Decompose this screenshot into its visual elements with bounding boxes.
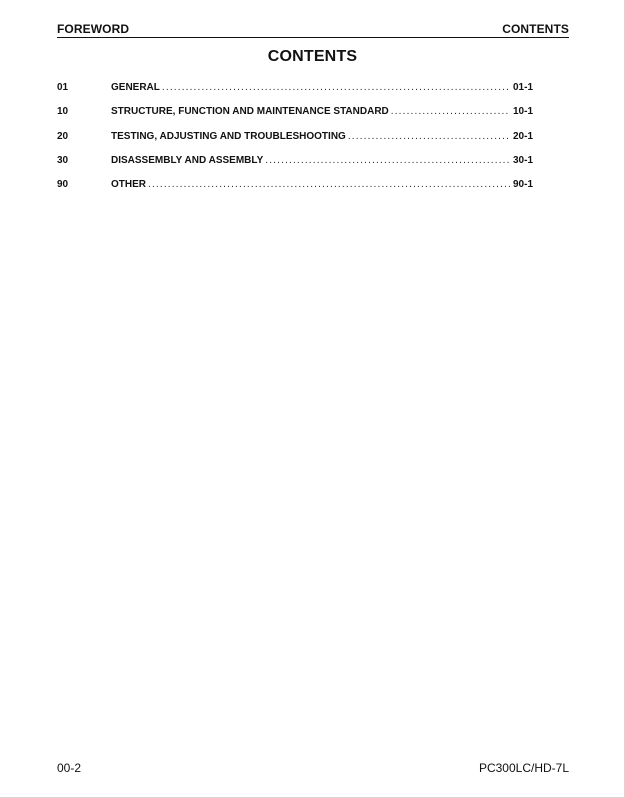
toc-section-label: OTHER: [111, 179, 146, 191]
header-chapter-title: CONTENTS: [502, 22, 569, 36]
toc-page-ref: 01-1: [512, 82, 533, 93]
toc-leader-dots: [348, 131, 510, 142]
page-header: [57, 21, 569, 38]
toc-section-number: 30: [57, 154, 69, 166]
toc-leader-dots: [148, 179, 510, 190]
toc-row[interactable]: [57, 82, 533, 106]
toc-entry: [111, 82, 533, 93]
toc-row[interactable]: [57, 179, 533, 203]
toc-section-label: STRUCTURE, FUNCTION AND MAINTENANCE STANDARD: [111, 106, 389, 118]
toc-section-number: 90: [57, 179, 69, 191]
table-of-contents: [57, 82, 533, 203]
toc-section-label: TESTING, ADJUSTING AND TROUBLESHOOTING: [111, 130, 346, 142]
toc-page-ref: 90-1: [512, 179, 533, 191]
toc-row[interactable]: [57, 131, 533, 155]
toc-entry: [111, 179, 533, 190]
toc-section-number: 01: [57, 82, 69, 93]
toc-row[interactable]: [57, 106, 533, 130]
footer-page-number: 00-2: [57, 761, 82, 775]
toc-entry: [111, 131, 533, 142]
page-title: CONTENTS: [267, 48, 358, 65]
toc-section-number: 10: [57, 106, 69, 118]
toc-leader-dots: [391, 106, 510, 117]
toc-leader-dots: [162, 82, 510, 93]
toc-section-label: DISASSEMBLY AND ASSEMBLY: [111, 154, 264, 166]
toc-section-number: 20: [57, 130, 69, 142]
toc-page-ref: 10-1: [512, 106, 533, 118]
toc-entry: [111, 106, 533, 117]
toc-leader-dots: [265, 155, 510, 166]
footer-model-name: PC300LC/HD-7L: [478, 761, 569, 775]
header-section-title: FOREWORD: [57, 22, 130, 36]
toc-section-label: GENERAL: [111, 82, 160, 93]
toc-page-ref: 20-1: [512, 130, 533, 142]
toc-entry: [111, 155, 533, 166]
toc-page-ref: 30-1: [512, 154, 533, 166]
toc-row[interactable]: [57, 155, 533, 179]
